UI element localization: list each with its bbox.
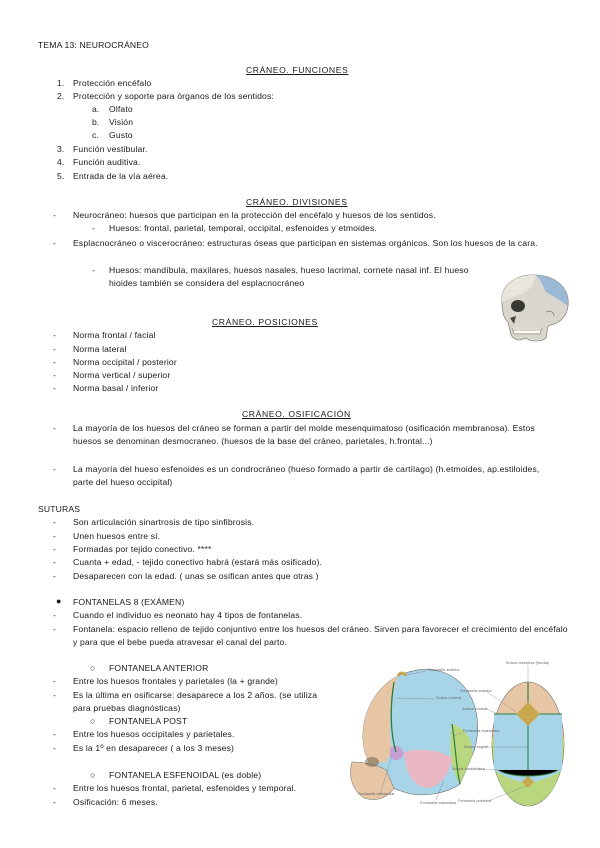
dash-bullet: - <box>53 357 57 367</box>
dash-bullet: - <box>53 571 57 581</box>
document-title: TEMA 13: NEUROCRÁNEO <box>38 40 149 50</box>
hollow-bullet: ○ <box>90 770 96 780</box>
fontanela-post-title: FONTANELA POST <box>109 716 188 726</box>
dash-bullet: - <box>53 370 57 380</box>
dash-bullet: - <box>53 517 57 527</box>
list-item: Entre los huesos frontal, parietal, esfenoides y temporal. <box>73 783 297 793</box>
dash-bullet: - <box>53 783 57 793</box>
list-marker: 1. <box>57 78 65 88</box>
list-item: Protección y soporte para órganos de los sentidos: <box>73 91 274 101</box>
sublist-marker: b. <box>92 117 100 127</box>
label-fontanela-anterior-top: Fontanela anterior <box>460 689 492 693</box>
heading-divisiones: CRÁNEO. DIVISIONES <box>246 197 348 207</box>
dash-bullet: - <box>53 344 57 354</box>
label-sutura-metopica: Sutura metópica (frontal) <box>506 661 550 665</box>
label-fontanela-mastoidea-2: Fontanela mastoidea <box>420 801 457 805</box>
sublist-item: Visión <box>109 117 134 127</box>
list-item: Fontanela: espacio relleno de tejido conjuntivo entre los huesos del cráneo. Sirven para favorecer el crecimiento del encéfalo y para que el bebe pueda atravesar el canal del parto. <box>73 624 568 647</box>
list-item: Formadas por tejido conectivo. **** <box>73 544 212 554</box>
hollow-bullet: ○ <box>90 663 96 673</box>
heading-suturas: SUTURAS <box>38 504 81 514</box>
list-item: Cuando el individuo es neonato hay 4 tipos de fontanelas. <box>73 610 303 620</box>
fontanela-anterior-title: FONTANELA ANTERIOR <box>109 663 209 673</box>
list-item: Osificación: 6 meses. <box>73 797 158 807</box>
list-item: Protección encéfalo <box>73 78 152 88</box>
sublist-marker: a. <box>92 104 100 114</box>
heading-posiciones: CRÁNEO. POSICIONES <box>212 317 318 327</box>
list-item: Norma frontal / facial <box>73 330 156 340</box>
list-marker: 2. <box>57 91 65 101</box>
dash-bullet: - <box>53 557 57 567</box>
sublist-item: Huesos: mandíbula, maxilares, huesos nasales, hueso lacrimal, cornete nasal inf. El hueso hioides también se considera del esplacnocráneo <box>109 265 469 288</box>
list-item: Norma lateral <box>73 344 127 354</box>
fontanela-esfenoidal-title: FONTANELA ESFENOIDAL (es doble) <box>109 770 262 780</box>
list-item: Es la última en osificarse: desaparece a los 2 años. (se utiliza para pruebas diagnósticas) <box>73 690 318 713</box>
dash-bullet: - <box>53 210 57 220</box>
dash-bullet: - <box>53 729 57 739</box>
dash-bullet: - <box>53 383 57 393</box>
list-item: Es la 1º en desaparecer ( a los 3 meses) <box>73 743 235 753</box>
dash-bullet: - <box>53 423 57 433</box>
sublist-item: Gusto <box>109 130 133 140</box>
fontanelas-title: FONTANELAS 8 (EXÁMEN) <box>73 597 185 607</box>
heading-funciones: CRÁNEO. FUNCIONES <box>246 65 349 75</box>
hollow-bullet: ○ <box>90 716 96 726</box>
dash-bullet: - <box>53 797 57 807</box>
dash-bullet: - <box>53 624 57 634</box>
list-marker: 3. <box>57 144 65 154</box>
neonatal-skull-diagram <box>340 652 570 812</box>
list-item: Neurocráneo: huesos que participan en la protección del encéfalo y huesos de los sentidos. <box>73 210 436 220</box>
label-sutura-sagital: Sutura sagital <box>464 745 489 749</box>
dash-bullet: - <box>53 544 57 554</box>
list-item: La mayoría de los huesos del cráneo se forman a partir del molde mesenquimatoso (osificación membranosa). Estos huesos se denominan desmocraneo. (huesos de la base del cráneo, parietales, h.frontal...) <box>73 423 535 446</box>
list-item: Función vestibular. <box>73 144 148 154</box>
heading-osificacion: CRÁNEO. OSIFICACIÓN <box>242 409 351 419</box>
dash-bullet: - <box>53 610 57 620</box>
list-item: Norma basal / inferior <box>73 383 159 393</box>
list-item: Desaparecen con la edad. ( unas se osifican antes que otras ) <box>73 571 319 581</box>
label-fontanela-esfenoidal: Fontanela esfenoidal <box>358 792 395 796</box>
list-marker: 5. <box>57 171 65 181</box>
dash-bullet: - <box>53 330 57 340</box>
dash-bullet: - <box>53 690 57 700</box>
label-fontanela-posterior: Fontanela posterior <box>458 799 492 803</box>
list-item: Entre los huesos occipitales y parietales. <box>73 729 235 739</box>
skull-illustration <box>496 272 572 346</box>
label-sutura-coronal: Sutura coronal <box>436 696 462 700</box>
list-item: La mayoría del hueso esfenoides es un condrocráneo (hueso formado a partir de cartílago) (h.etmoides, ap.estiloides, parte del hueso occipital) <box>73 464 540 487</box>
dash-bullet: - <box>53 531 57 541</box>
sublist-item: Olfato <box>109 104 133 114</box>
dash-bullet: - <box>53 464 57 474</box>
dash-bullet: - <box>92 265 96 275</box>
label-fontanela-anterior: Fontanela anterior <box>428 668 460 672</box>
label-fontanela-mastoidea: Fontanela mastoidea <box>463 729 500 733</box>
lateral-skull-view <box>351 669 478 799</box>
dash-bullet: - <box>53 676 57 686</box>
round-bullet: ● <box>56 596 62 606</box>
sublist-item: Huesos: frontal, parietal, temporal, occipital, esfenoides y etmoides. <box>109 223 377 233</box>
label-sutura-lambdoidea: Sutura lambdoidea <box>452 767 485 771</box>
dash-bullet: - <box>53 743 57 753</box>
list-item: Son articulación sinartrosis de tipo sinfibrosis. <box>73 517 255 527</box>
list-item: Función auditiva. <box>73 157 141 167</box>
list-item: Cuanta + edad, - tejido conectivo habrá (estará más osificado). <box>73 557 323 567</box>
dash-bullet: - <box>92 223 96 233</box>
sublist-marker: c. <box>92 130 99 140</box>
dash-bullet: - <box>53 238 57 248</box>
top-skull-view <box>492 682 564 806</box>
list-item: Esplacnocráneo o viscerocráneo: estructuras óseas que participan en sistemas orgánicos. Son los huesos de la cara. <box>73 238 538 248</box>
list-item: Entrada de la vía aérea. <box>73 171 169 181</box>
label-sutura-coronal-top: Sutura coronal <box>462 707 488 711</box>
list-item: Norma vertical / superior <box>73 370 171 380</box>
list-item: Norma occipital / posterior <box>73 357 177 367</box>
list-marker: 4. <box>57 157 65 167</box>
list-item: Unen huesos entre sí. <box>73 531 161 541</box>
list-item: Entre los huesos frontales y parietales (la + grande) <box>73 676 278 686</box>
